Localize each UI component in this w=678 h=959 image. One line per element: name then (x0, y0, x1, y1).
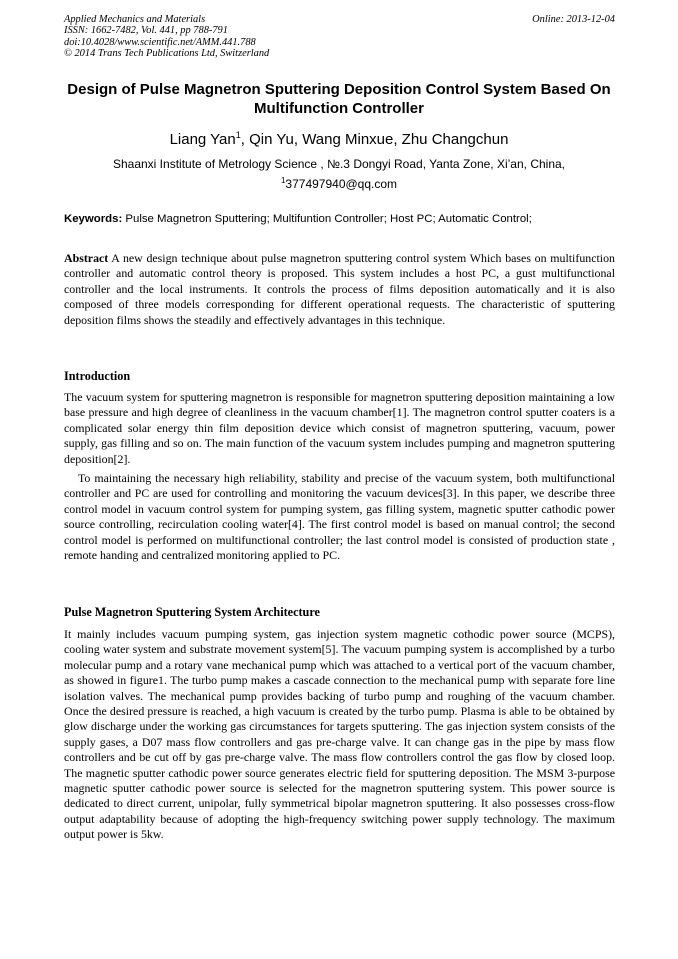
copyright-line: © 2014 Trans Tech Publications Ltd, Switzerland (64, 48, 270, 60)
keywords (64, 212, 624, 227)
section-heading-architecture: Pulse Magnetron Sputtering System Architecture (64, 605, 320, 619)
author-email (0, 176, 678, 192)
email-address: 377497940@qq.com (285, 177, 398, 191)
abstract-text: A new design technique about pulse magnetron sputtering control system Which bases on multifunction controller and automatic control theory is proposed. This system includes a host PC, a gust multifunctional controller and the local instruments. It controls the process of films deposition automatically and it is also composed of three models corresponding for different operational requests. The characteristic of sputtering deposition films shows the steadily and effectively advantages in this technique. (64, 251, 615, 327)
email-affiliation-mark: 1 (280, 176, 286, 185)
introduction-paragraph-1: The vacuum system for sputtering magnetron is responsible for magnetron sputtering deposition maintaining a low base pressure and high degree of cleanliness in the vacuum chamber[1]. The magnetron control sputter coaters is a complicated solar energy thin film deposition device which consist of magnetron sputtering, vacuum, power supply, gas filling and so on. The main function of the vacuum system includes pumping and magnetron sputtering deposition[2]. (64, 390, 615, 466)
online-date: Online: 2013-12-04 (532, 14, 615, 25)
abstract (64, 251, 615, 328)
affiliation: Shaanxi Institute of Metrology Science , №.3 Dongyi Road, Yanta Zone, Xi’an, China, (112, 157, 565, 171)
keywords-text: Pulse Magnetron Sputtering; Multifuntion Controller; Host PC; Automatic Control; (122, 213, 532, 225)
abstract-label: Abstract (64, 251, 109, 265)
other-authors: , Qin Yu, Wang Minxue, Zhu Changchun (240, 131, 509, 148)
first-author: Liang Yan (169, 131, 236, 148)
issn-line: ISSN: 1662-7482, Vol. 441, pp 788-791 (64, 25, 228, 37)
journal-header (64, 14, 615, 60)
doi-line: doi:10.4028/www.scientific.net/AMM.441.788 (64, 36, 256, 48)
section-heading-introduction: Introduction (64, 369, 131, 383)
paper-title: Design of Pulse Magnetron Sputtering Deposition Control System Based On Multifunction Controller (67, 81, 611, 117)
architecture-paragraph-1: It mainly includes vacuum pumping system, gas injection system magnetic cothodic power source (MCPS), cooling water system and substrate movement system[5]. The vacuum pumping system is accomplished by a turbo molecular pump and a rotary vane mechanical pump which was attached to a vertical port of the vacuum chamber, as showed in figure1. The turbo pump makes a cascade connection to the mechanical pump with separate fore line isolation valves. The mechanical pump provides backing of turbo pump and roughing of the vacuum chamber. Once the desired pressure is reached, a high vacuum is created by the turbo pump. Plasma is able to be obtained by glow discharge under the working gas circumstances for targets sputtering. The gas injection system consists of the supply gases, a D07 mass flow controllers and gas pre-charge valve. It can change gas in the pipe by mass flow controllers and be cut off by gas pre-charge valve. The mass flow controllers control the gas flow by closed loop. The magnetic sputter cathodic power source generates electric field for sputtering deposition. The MSM 3-purpose magnetic sputter cathodic power source is selected for the magnetron sputtering system. This power source is dedicated to direct current, unipolar, fully symmetrical bipolar magnetron sputtering. It also possesses cross-flow output adaptability because of adopting the high-frequency switching power supply technology. The maximum output power is 5kw. (64, 627, 615, 842)
author-affiliation-mark: 1 (235, 130, 241, 140)
keywords-label: Keywords: (64, 213, 123, 225)
author-list (0, 131, 678, 149)
journal-name: Applied Mechanics and Materials (64, 14, 206, 25)
introduction-paragraph-2: To maintaining the necessary high reliability, stability and precise of the vacuum system, both multifunctional controller and PC are used for controlling and monitoring the vacuum devices[3]. In this paper, we describe three control model in vacuum control system for pumping system, gas filling system, magnetic sputter cathodic power source controlling, recirculation cooling water[4]. The first control model is based on manual control; the second control model is performed on multifunctional controller; the last control model is consisted of production state , remote handing and centralized monitoring applied to PC. (64, 471, 615, 563)
